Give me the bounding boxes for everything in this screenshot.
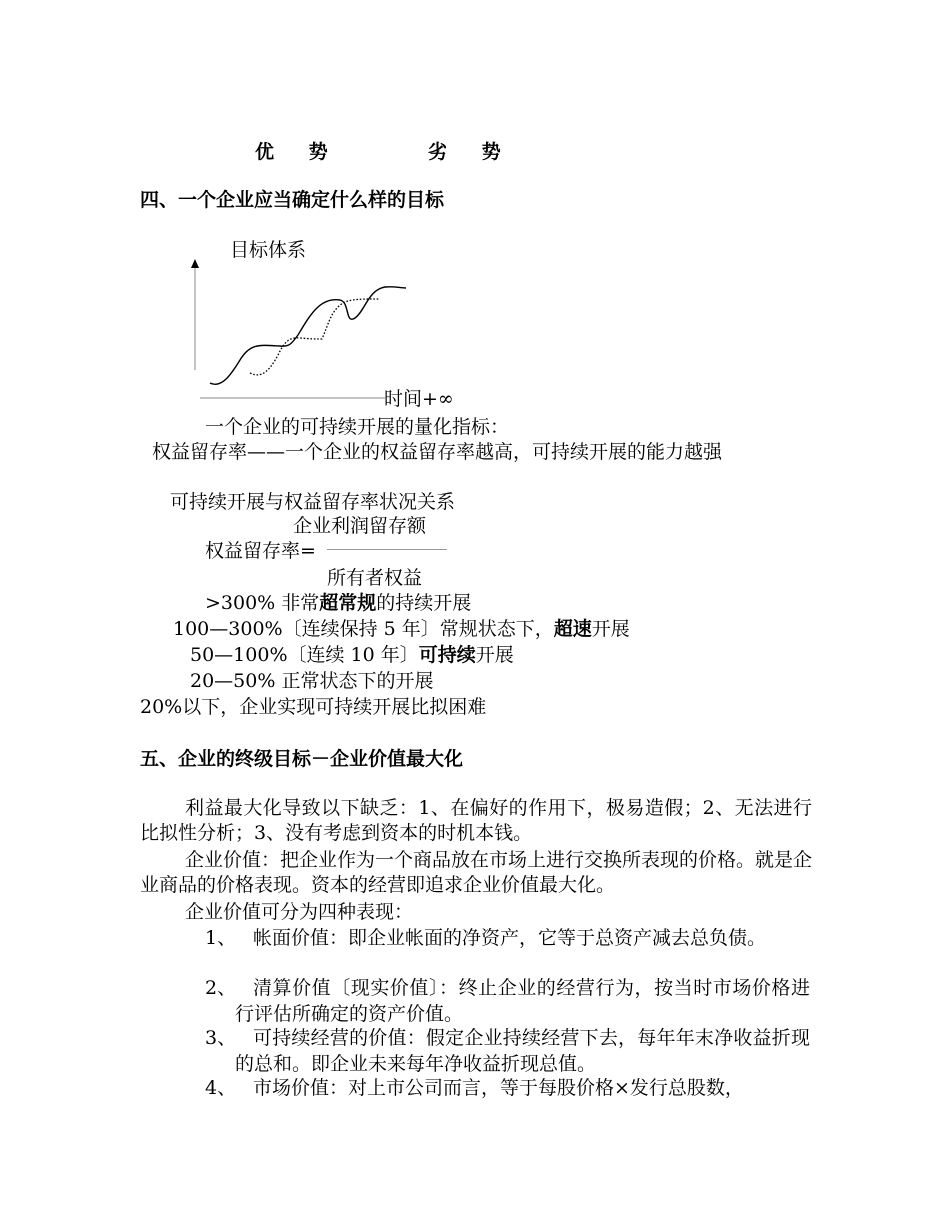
time-axis-label: 时间+∞ xyxy=(384,388,454,410)
formula-lhs: 权益留存率= xyxy=(205,540,316,562)
solid-growth-curve xyxy=(210,287,406,385)
level-item: 100—300%〔连续保持 5 年〕常规状态下，超速开展 xyxy=(173,618,630,640)
diagram-label: 目标体系 xyxy=(230,239,307,261)
indicator-definition: 权益留存率——一个企业的权益留存率越高，可持续开展的能力越强 xyxy=(152,441,723,463)
level-item: 20—50% 正常状态下的开展 xyxy=(190,670,434,692)
list-item: 4、 市场价值：对上市公司而言，等于每股价格×发行总股数， xyxy=(205,1077,744,1099)
level-item: >300% 非常超常规的持续开展 xyxy=(205,592,472,614)
formula-numerator: 企业利润留存额 xyxy=(293,515,427,537)
list-item: 1、 帐面价值：即企业帐面的净资产，它等于总资产减去总负债。 xyxy=(205,927,767,949)
list-item: 2、 清算价值〔现实价值〕：终止企业的经营行为，按当时市场价格进行评估所确定的资产价值。 xyxy=(205,977,810,1025)
level-item: 50—100%〔连续 10 年〕可持续开展 xyxy=(190,644,514,666)
relation-title: 可持续开展与权益留存率状况关系 xyxy=(170,491,456,513)
paragraph-enterprise-value: 企业价值：把企业作为一个商品放在市场上进行交换所表现的价格。就是企业商品的价格表现。资本的经营即追求企业价值最大化。 xyxy=(140,849,813,896)
section-5-heading: 五、企业的终级目标－企业价值最大化 xyxy=(140,748,464,770)
advantage-label: 优 势 xyxy=(255,141,331,163)
paragraph-value-forms: 企业价值可分为四种表现： xyxy=(185,901,414,923)
list-item: 3、 可持续经营的价值：假定企业持续经营下去，每年年末净收益折现的总和。即企业未来每年净收益折现总值。 xyxy=(205,1027,810,1075)
disadvantage-label: 劣 势 xyxy=(428,141,504,163)
paragraph-profit-drawbacks: 利益最大化导致以下缺乏：1、在偏好的作用下，极易造假；2、无法进行比拟性分析；3、没有考虑到资本的时机本钱。 xyxy=(140,797,812,844)
level-item: 20%以下，企业实现可持续开展比拟困难 xyxy=(140,696,487,718)
section-4-heading: 四、一个企业应当确定什么样的目标 xyxy=(140,189,445,211)
y-axis-arrow xyxy=(191,259,199,268)
fraction-bar xyxy=(327,549,447,550)
formula-denominator: 所有者权益 xyxy=(327,567,423,589)
indicator-intro: 一个企业的可持续开展的量化指标： xyxy=(205,416,510,438)
